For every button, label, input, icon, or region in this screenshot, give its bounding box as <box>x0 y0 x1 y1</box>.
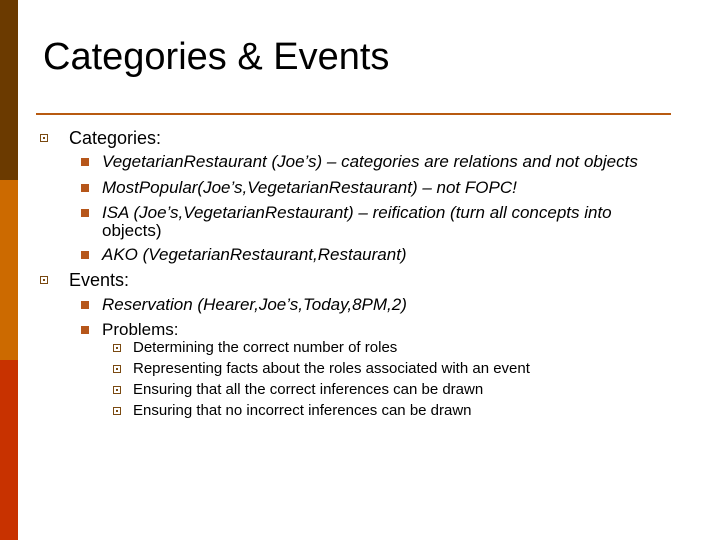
category-item: AKO (VegetarianRestaurant,Restaurant) <box>102 245 407 264</box>
square-bullet-icon <box>81 209 89 217</box>
square-bullet-icon <box>81 301 89 309</box>
title-divider <box>36 113 671 115</box>
categories-heading: Categories: <box>69 128 162 148</box>
category-item-continuation: objects) <box>102 221 162 240</box>
square-bullet-icon <box>81 326 89 334</box>
problem-item: Ensuring that all the correct inferences can be drawn <box>133 381 484 398</box>
hollow-square-bullet-icon <box>40 134 48 142</box>
event-item: Reservation (Hearer,Joe’s,Today,8PM,2) <box>102 295 407 314</box>
problem-item: Representing facts about the roles associated with an event <box>133 360 530 377</box>
category-item: VegetarianRestaurant (Joe’s) – categories are relations and not objects <box>102 152 638 171</box>
side-bar-bottom <box>0 360 18 540</box>
hollow-square-bullet-icon <box>40 276 48 284</box>
side-bar-top <box>0 0 18 180</box>
category-item: ISA (Joe’s,VegetarianRestaurant) – reification (turn all concepts into <box>102 203 612 222</box>
category-item: MostPopular(Joe’s,VegetarianRestaurant) – not FOPC! <box>102 178 517 197</box>
events-heading: Events: <box>69 270 130 290</box>
hollow-square-bullet-icon <box>113 344 121 352</box>
problem-item: Determining the correct number of roles <box>133 339 398 356</box>
square-bullet-icon <box>81 158 89 166</box>
side-bar-middle <box>0 180 18 360</box>
problem-item: Ensuring that no incorrect inferences can be drawn <box>133 402 472 419</box>
event-item: Problems: <box>102 320 179 339</box>
hollow-square-bullet-icon <box>113 365 121 373</box>
square-bullet-icon <box>81 184 89 192</box>
slide-title: Categories & Events <box>43 36 390 78</box>
hollow-square-bullet-icon <box>113 407 121 415</box>
square-bullet-icon <box>81 251 89 259</box>
hollow-square-bullet-icon <box>113 386 121 394</box>
